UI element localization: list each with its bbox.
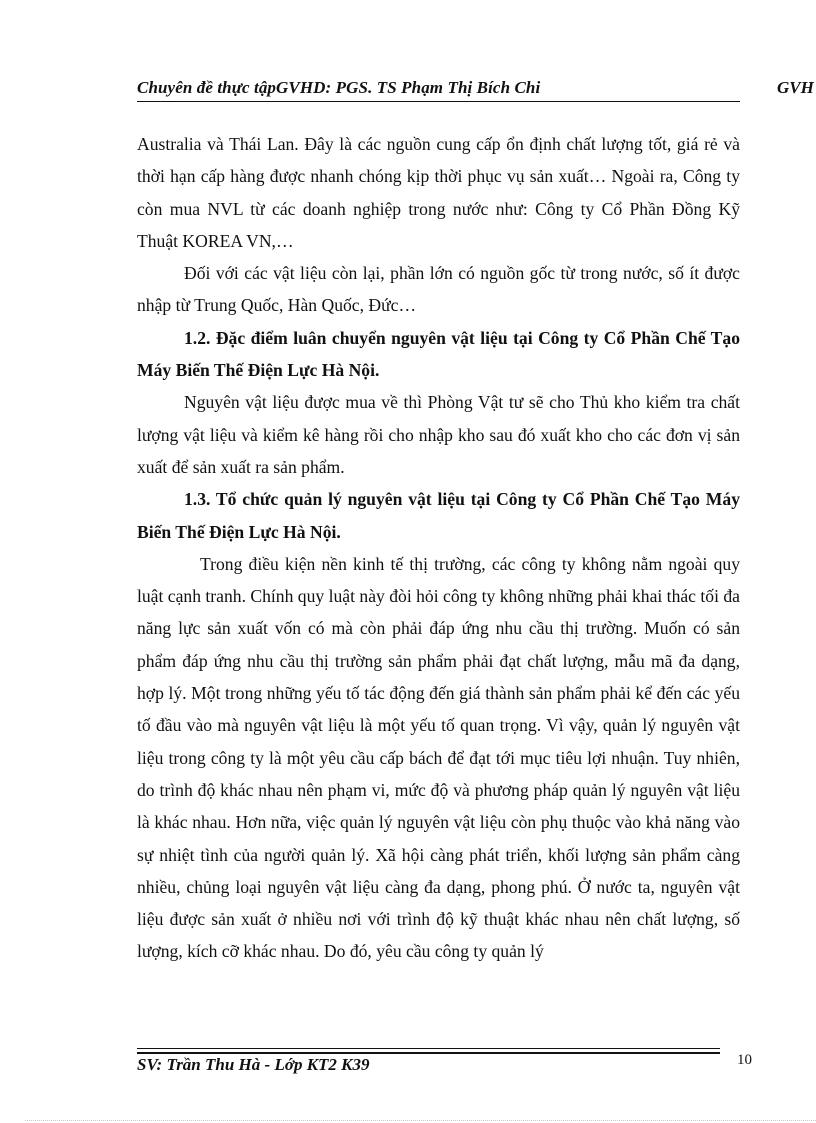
page-body [137, 128, 740, 968]
section-heading-1-2: 1.2. Đặc điểm luân chuyển nguyên vật liệu tại Công ty Cổ Phần Chế Tạo Máy Biến Thế Điện Lực Hà Nội. [137, 327, 740, 381]
page-number: 10 [737, 1052, 752, 1068]
page-bottom-divider [25, 1120, 816, 1121]
footer-author: SV: Trần Thu Hà - Lớp KT2 K39 [137, 1055, 370, 1074]
section-heading-1-3: 1.3. Tổ chức quản lý nguyên vật liệu tại Công ty Cổ Phần Chế Tạo Máy Biến Thế Điện Lực Hà Nội. [137, 489, 740, 542]
paragraph-3: Nguyên vật liệu được mua về thì Phòng Vật tư sẽ cho Thủ kho kiểm tra chất lượng vật liệu và kiểm kê hàng rồi cho nhập kho sau đó xuất kho cho các đơn vị sản xuất để sản xuất ra sản phẩm. [137, 392, 740, 477]
paragraph-4: Trong điều kiện nền kinh tế thị trường, các công ty không nằm ngoài quy luật cạnh tranh. Chính quy luật này đòi hỏi công ty không những phải khai thác tối đa năng lực sản xuất vốn có mà còn phải đáp ứng nhu cầu thị trường. Muốn có sản phẩm đáp ứng nhu cầu thị trường sản phẩm phải đạt chất lượng, mẫu mã đa dạng, hợp lý. Một trong những yếu tố tác động đến giá thành sản phẩm phải kể đến các yếu tố đầu vào mà nguyên vật liệu là một yếu tố quan trọng. Vì vậy, quản lý nguyên vật liệu trong công ty là một yêu cầu cấp bách để đạt tới mục tiêu lợi nhuận. Tuy nhiên, do trình độ khác nhau nên phạm vi, mức độ và phương pháp quản lý nguyên vật liệu là khác nhau. Hơn nữa, việc quản lý nguyên vật liệu còn phụ thuộc vào khả năng vào sự nhiệt tình của người quản lý. Xã hội càng phát triển, khối lượng sản phẩm càng nhiều, chủng loại nguyên vật liệu càng đa dạng, phong phú. Ở nước ta, nguyên vật liệu được sản xuất ở nhiều nơi với trình độ kỹ thuật khác nhau nên chất lượng, số lượng, kích cỡ khác nhau. Do đó, yêu cầu công ty quản lý [137, 553, 740, 962]
header-title: Chuyên đề thực tậpGVHD: PGS. TS Phạm Thị Bích Chi [137, 78, 541, 97]
paragraph-2: Đối với các vật liệu còn lại, phần lớn có nguồn gốc từ trong nước, số ít được nhập từ Trung Quốc, Hàn Quốc, Đức… [137, 263, 740, 316]
footer-rule-thin [137, 1048, 720, 1049]
page-header [137, 78, 816, 102]
header-overflow-text: GVH [777, 78, 814, 97]
footer-rule-thick [137, 1052, 720, 1054]
header-rule [137, 101, 740, 102]
paragraph-1: Australia và Thái Lan. Đây là các nguồn cung cấp ổn định chất lượng tốt, giá rẻ và thời hạn cấp hàng được nhanh chóng kịp thời phục vụ sản xuất… Ngoài ra, Công ty còn mua NVL từ các doanh nghiệp trong nước như: Công ty Cổ Phần Đồng Kỹ Thuật KOREA VN,… [137, 134, 740, 251]
